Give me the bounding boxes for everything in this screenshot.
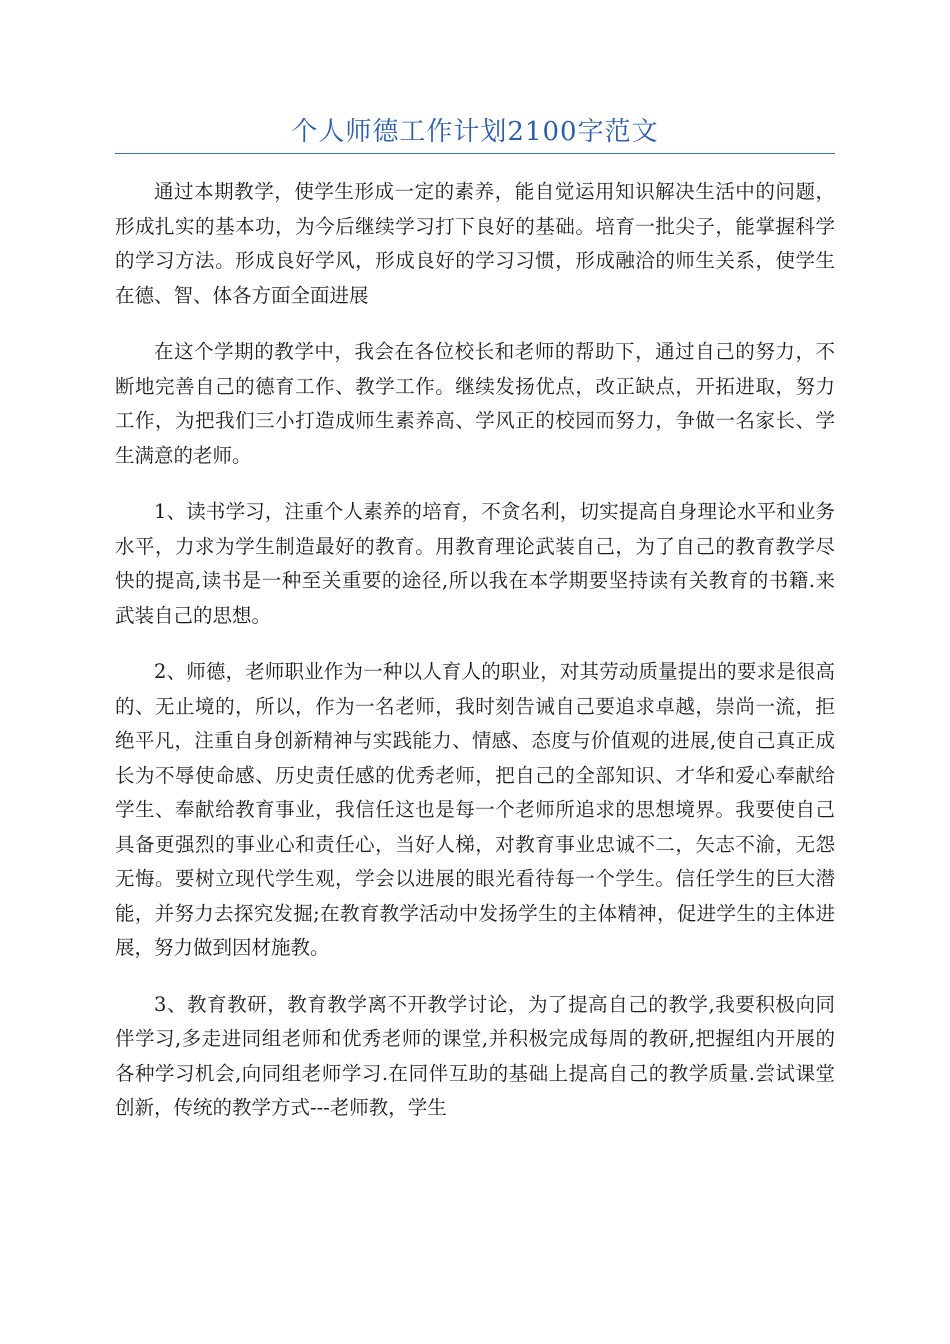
paragraph-research: 3、教育教研，教育教学离不开教学讨论，为了提高自己的教学,我要积极向同伴学习,多走进同组老师和优秀老师的课堂,并积极完成每周的教研,把握组内开展的各种学习机会,向同组老师学习.在同伴互助的基础上提高自己的教学质量.尝试课堂创新，传统的教学方式---老师教，学生 xyxy=(115,992,835,1119)
paragraph-intro: 通过本期教学，使学生形成一定的素养，能自觉运用知识解决生活中的问题，形成扎实的基本功，为今后继续学习打下良好的基础。培育一批尖子，能掌握科学的学习方法。形成良好学风，形成良好的学习习惯，形成融洽的师生关系，使学生在德、智、体各方面全面进展 xyxy=(115,180,835,307)
title-underline xyxy=(115,153,835,154)
document-body xyxy=(115,175,835,1148)
paragraph-reading: 1、读书学习，注重个人素养的培育，不贪名利，切实提高自身理论水平和业务水平，力求为学生制造最好的教育。用教育理论武装自己，为了自己的教育教学尽快的提高,读书是一种至关重要的途径,所以我在本学期要坚持读有关教育的书籍.来武装自己的思想。 xyxy=(115,500,835,627)
page-title: 个人师德工作计划2100字范文 xyxy=(291,117,659,147)
paragraph-ethics: 2、师德，老师职业作为一种以人育人的职业，对其劳动质量提出的要求是很高的、无止境的，所以，作为一名老师，我时刻告诫自己要追求卓越，崇尚一流，拒绝平凡，注重自身创新精神与实践能力、情感、态度与价值观的进展,使自己真正成长为不辱使命感、历史责任感的优秀老师，把自己的全部知识、才华和爱心奉献给学生、奉献给教育事业，我信任这也是每一个老师所追求的思想境界。我要使自己具备更强烈的事业心和责任心，当好人梯，对教育事业忠诚不二，矢志不渝，无怨无悔。要树立现代学生观，学会以进展的眼光看待每一个学生。信任学生的巨大潜能，并努力去探究发掘;在教育教学活动中发扬学生的主体精神，促进学生的主体进展，努力做到因材施教。 xyxy=(115,660,835,959)
paragraph-semester: 在这个学期的教学中，我会在各位校长和老师的帮助下，通过自己的努力，不断地完善自己的德育工作、教学工作。继续发扬优点，改正缺点，开拓进取，努力工作，为把我们三小打造成师生素养高、学风正的校园而努力，争做一名家长、学生满意的老师。 xyxy=(115,340,835,467)
